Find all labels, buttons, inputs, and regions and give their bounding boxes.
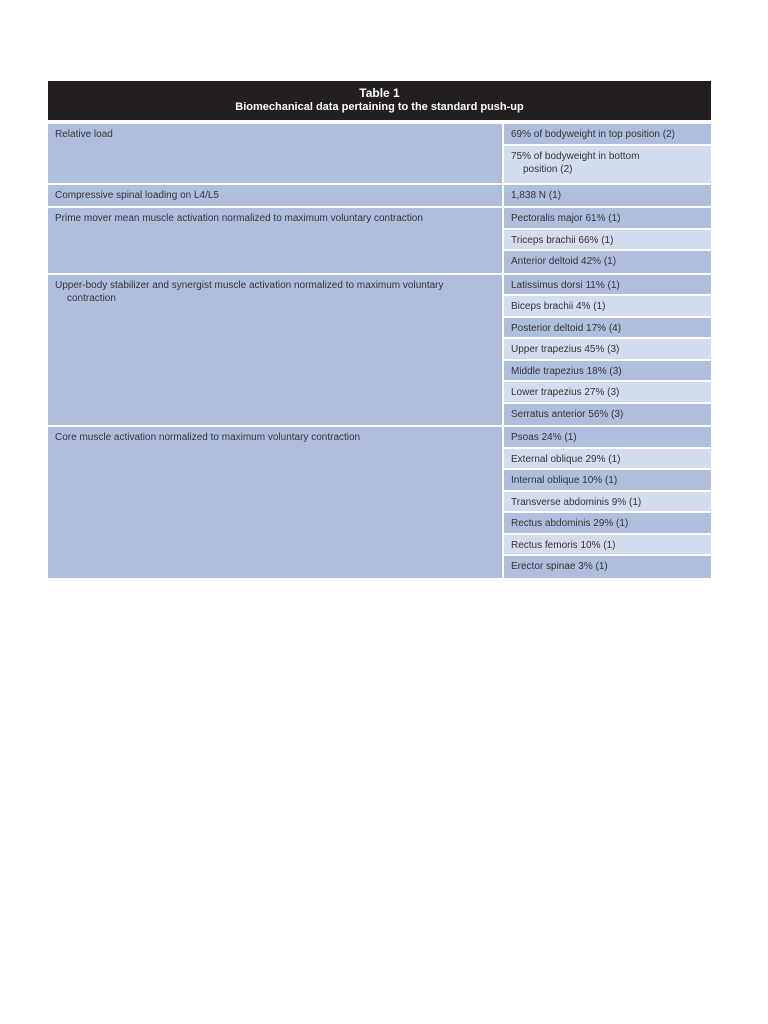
value-list — [504, 427, 711, 578]
value-cell — [504, 185, 711, 207]
value-cell — [504, 251, 711, 273]
row-label — [48, 427, 504, 578]
value-cell — [504, 535, 711, 557]
value-cell — [504, 492, 711, 514]
value-cell — [504, 427, 711, 449]
value-cell — [504, 556, 711, 578]
table-row-group — [48, 275, 711, 428]
value-cell — [504, 318, 711, 340]
value-cell — [504, 208, 711, 230]
value-line: Anterior deltoid 42% (1) — [511, 256, 617, 267]
row-label-line: Compressive spinal loading on L4/L5 — [55, 189, 219, 201]
table-row-group — [48, 185, 711, 209]
value-cell — [504, 339, 711, 361]
table-header — [48, 81, 711, 120]
value-list — [504, 124, 711, 183]
value-list — [504, 275, 711, 426]
value-line: Triceps brachii 66% (1) — [511, 234, 614, 246]
row-label — [48, 208, 504, 273]
value-line: Latissimus dorsi 11% (1) — [511, 279, 620, 291]
row-label-line: Core muscle activation normalized to maximum voluntary contraction — [55, 432, 361, 443]
value-cell — [504, 296, 711, 318]
value-line: Middle trapezius 18% (3) — [511, 365, 622, 377]
value-cell — [504, 361, 711, 383]
value-cell — [504, 230, 711, 252]
row-label-line: Upper-body stabilizer and synergist muscle activation normalized to maximum voluntary — [55, 279, 444, 291]
value-line: Transverse abdominis 9% (1) — [511, 496, 642, 508]
value-line: Pectoralis major 61% (1) — [511, 213, 621, 224]
value-line: Posterior deltoid 17% (4) — [511, 322, 622, 334]
value-cell — [504, 275, 711, 297]
row-label-line: Prime mover mean muscle activation normalized to maximum voluntary contraction — [55, 213, 423, 224]
row-label — [48, 185, 504, 207]
value-line: Internal oblique 10% (1) — [511, 475, 618, 486]
value-list — [504, 185, 711, 207]
value-cell — [504, 470, 711, 492]
data-table — [48, 81, 711, 578]
value-line: 69% of bodyweight in top position (2) — [511, 129, 675, 140]
value-line: Upper trapezius 45% (3) — [511, 344, 620, 355]
value-line: Serratus anterior 56% (3) — [511, 408, 624, 420]
table-row-group — [48, 427, 711, 578]
value-cell — [504, 513, 711, 535]
value-line: 1,838 N (1) — [511, 189, 562, 201]
table-row-group — [48, 208, 711, 275]
value-cell — [504, 404, 711, 426]
value-line: position (2) — [523, 163, 573, 175]
table-body — [48, 124, 711, 578]
value-line: Lower trapezius 27% (3) — [511, 387, 620, 398]
value-line: Biceps brachii 4% (1) — [511, 301, 606, 312]
row-label-line: Relative load — [55, 129, 113, 140]
value-line: Psoas 24% (1) — [511, 432, 577, 443]
value-line: Rectus femoris 10% (1) — [511, 539, 616, 551]
value-cell — [504, 449, 711, 471]
row-label — [48, 124, 504, 183]
value-list — [504, 208, 711, 273]
table-subtitle: Biomechanical data pertaining to the standard push-up — [235, 101, 524, 113]
value-cell — [504, 146, 711, 183]
value-cell — [504, 382, 711, 404]
row-label — [48, 275, 504, 426]
value-line: Rectus abdominis 29% (1) — [511, 518, 629, 529]
value-line: External oblique 29% (1) — [511, 453, 621, 465]
row-label-line: contraction — [67, 292, 116, 304]
value-line: Erector spinae 3% (1) — [511, 561, 608, 572]
table-title: Table 1 — [359, 86, 400, 100]
value-cell — [504, 124, 711, 146]
table-row-group — [48, 124, 711, 185]
value-line: 75% of bodyweight in bottom — [511, 150, 640, 162]
